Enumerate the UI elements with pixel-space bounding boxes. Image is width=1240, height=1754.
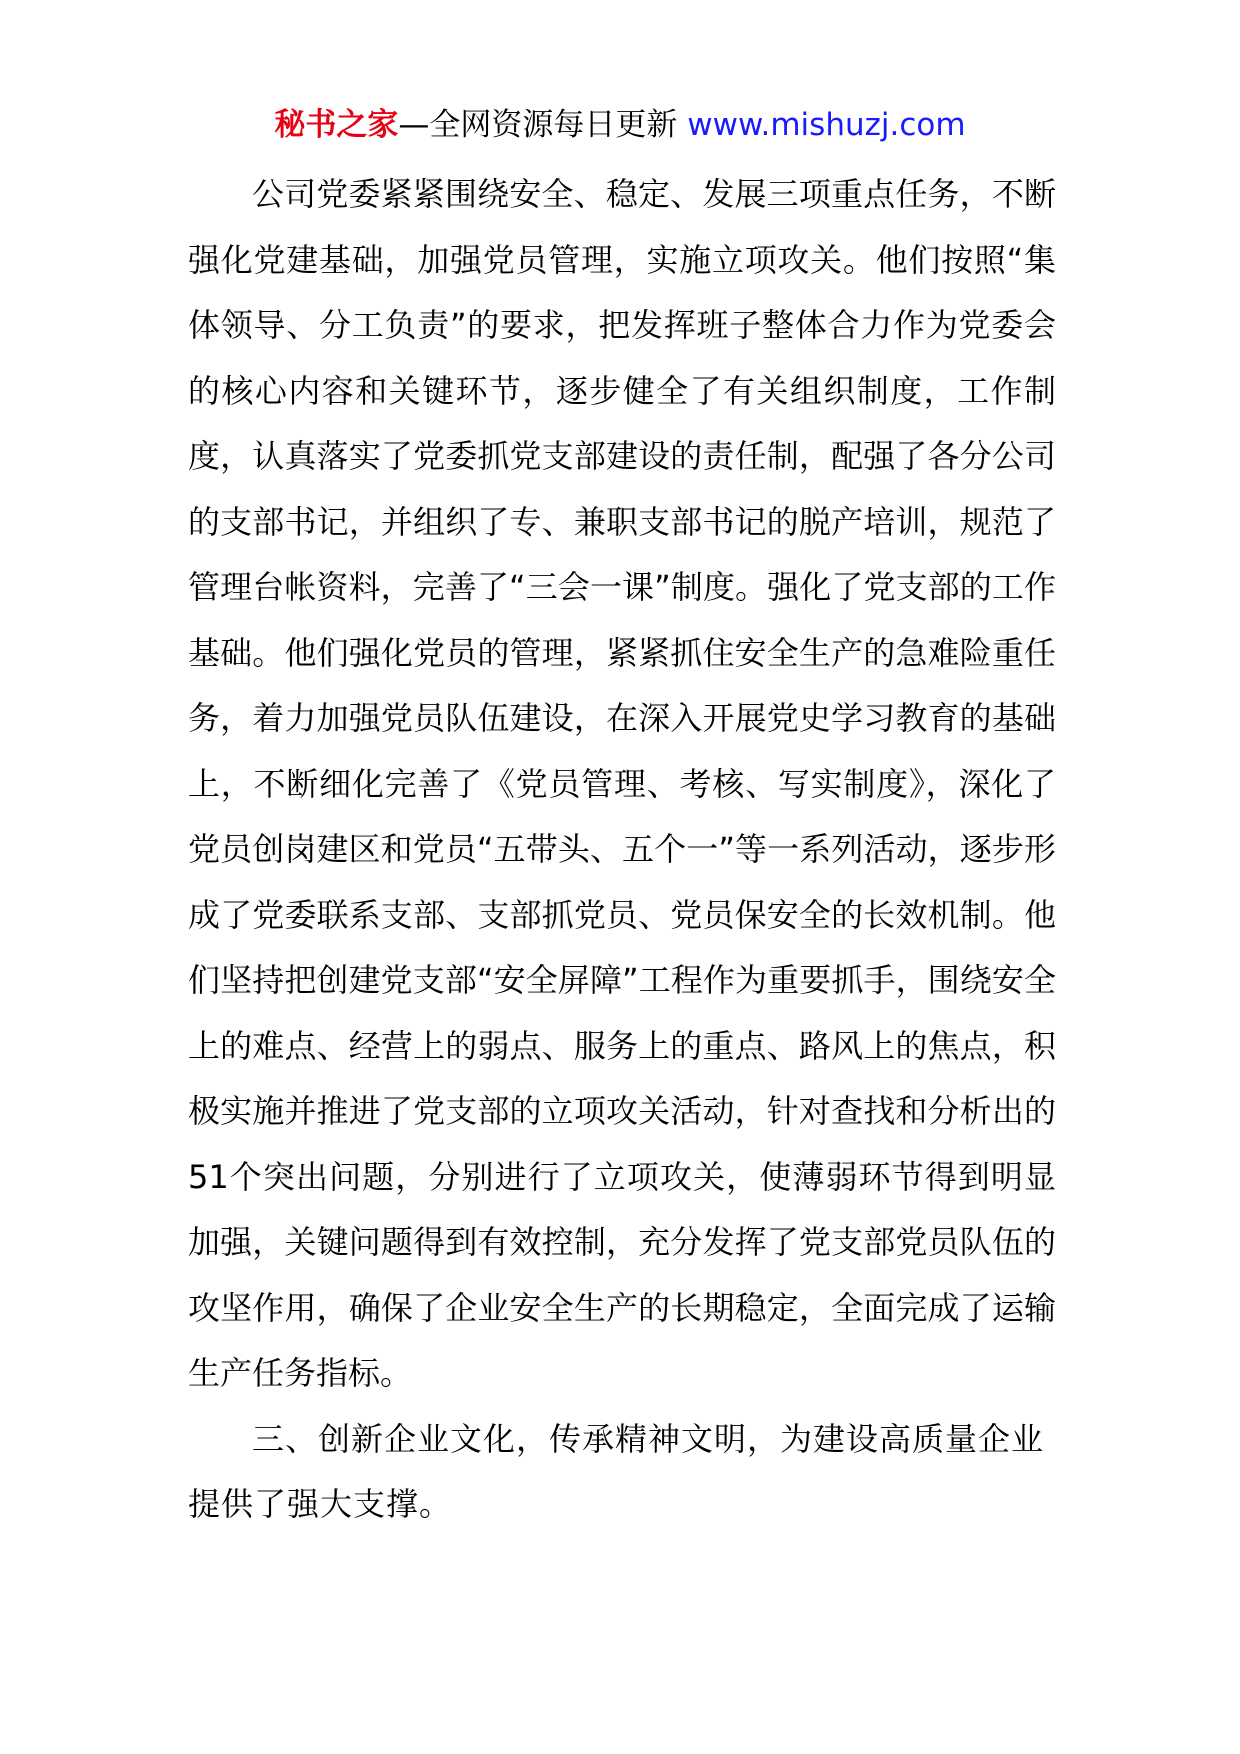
- section-heading: 三、创新企业文化，传承精神文明，为建设高质量企业提供了强大支撑。: [188, 1419, 1045, 1523]
- site-header: [0, 100, 1240, 150]
- body-paragraph: 公司党委紧紧围绕安全、稳定、发展三项重点任务，不断强化党建基础，加强党员管理，实施立项攻关。他们按照“集体领导、分工负责”的要求，把发挥班子整体合力作为党委会的核心内容和关键环节，逐步健全了有关组织制度，工作制度，认真落实了党委抓党支部建设的责任制，配强了各分公司的支部书记，并组织了专、兼职支部书记的脱产培训，规范了管理台帐资料，完善了“三会一课”制度。强化了党支部的工作基础。他们强化党员的管理，紧紧抓住安全生产的急难险重任务，着力加强党员队伍建设，在深入开展党史学习教育的基础上，不断细化完善了《党员管理、考核、写实制度》，深化了党员创岗建区和党员“五带头、五个一”等一系列活动，逐步形成了党委联系支部、支部抓党员、党员保安全的长效机制。他们坚持把创建党支部“安全屏障”工程作为重要抓手，围绕安全上的难点、经营上的弱点、服务上的重点、路风上的焦点，积极实施并推进了党支部的立项攻关活动，针对查找和分析出的51个突出问题，分别进行了立项攻关，使薄弱环节得到明显加强，关键问题得到有效控制，充分发挥了党支部党员队伍的攻坚作用，确保了企业安全生产的长期稳定，全面完成了运输生产任务指标。: [188, 175, 1056, 1392]
- site-brand: 秘书之家: [274, 107, 399, 143]
- site-url[interactable]: www.mishuzj.com: [687, 107, 966, 143]
- document-body: [188, 162, 1056, 1538]
- site-tagline: —全网资源每日更新: [398, 107, 688, 143]
